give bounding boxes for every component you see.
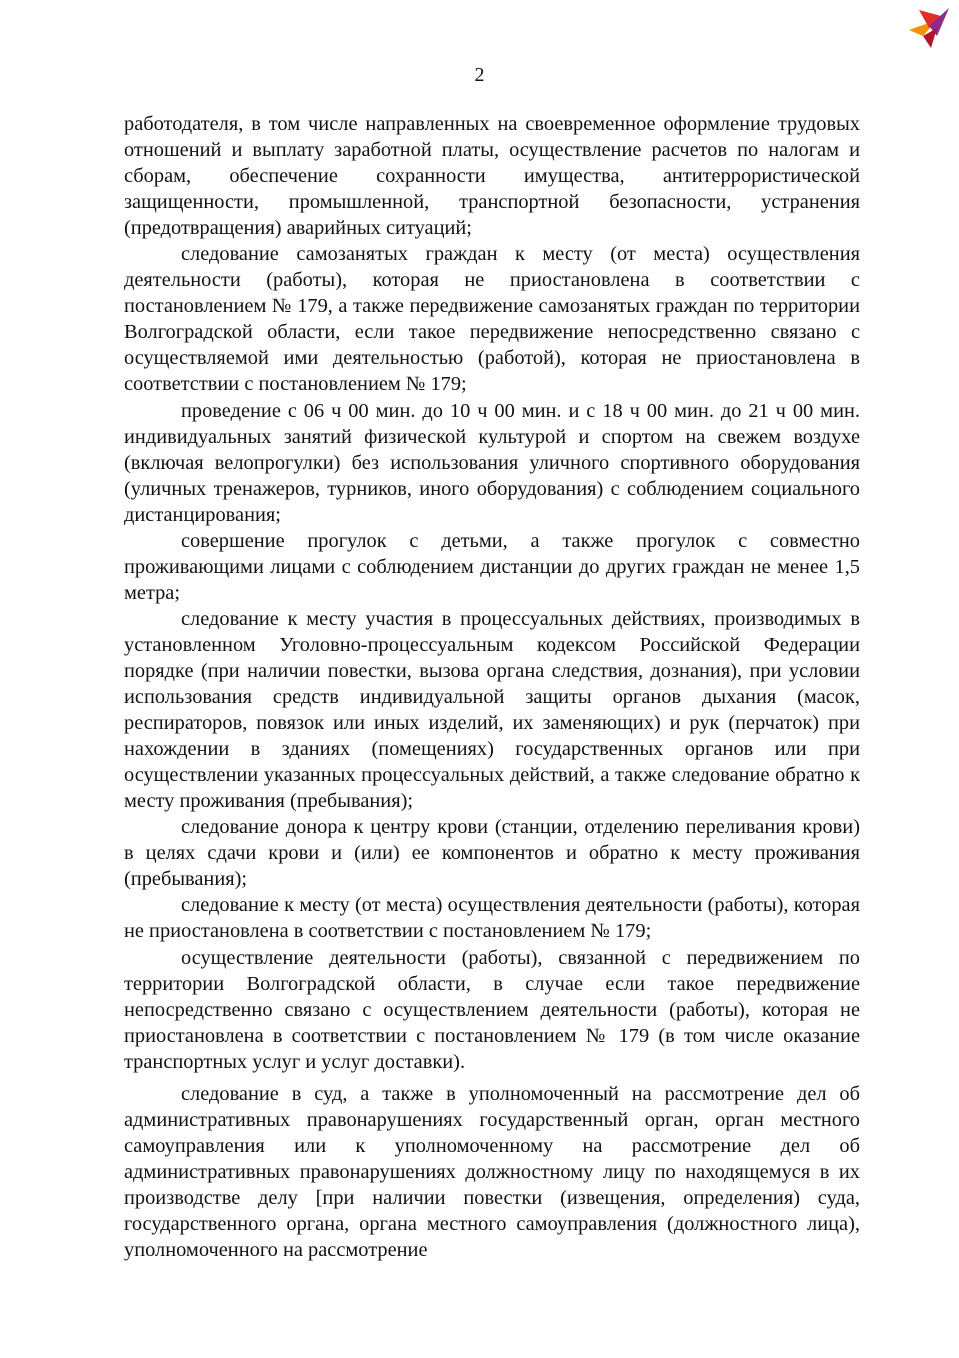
- paragraph: проведение с 06 ч 00 мин. до 10 ч 00 мин. и с 18 ч 00 мин. до 21 ч 00 мин. индивидуальных занятий физической культурой и спортом на свежем воздухе (включая велопрогулки) без использования уличного спортивного оборудования (уличных тренажеров, турников, иного оборудования) с соблюдением социального дистанцирования;: [124, 399, 860, 526]
- page-number: 2: [474, 64, 485, 86]
- paragraph: совершение прогулок с детьми, а также прогулок с совместно проживающими лицами с соблюдением дистанции до других граждан не менее 1,5 метра;: [124, 529, 860, 604]
- paragraph: следование донора к центру крови (станции, отделению переливания крови) в целях сдачи крови и (или) ее компонентов и обратно к месту проживания (пребывания);: [124, 816, 860, 891]
- paragraph: работодателя, в том числе направленных на своевременное оформление трудовых отношений и выплату заработной платы, осуществление расчетов по налогам и сборам, обеспечение сохранности имущества, антитеррористической защищенности, промышленной, транспортной безопасности, устранения (предотвращения) аварийных ситуаций;: [124, 113, 860, 240]
- paragraph: следование к месту (от места) осуществления деятельности (работы), которая не приостановлена в соответствии с постановлением № 179;: [124, 894, 860, 943]
- publisher-bird-logo-icon: [907, 6, 951, 50]
- document-body: [124, 111, 860, 1263]
- paragraph: осуществление деятельности (работы), связанной с передвижением по территории Волгоградской области, в случае если такое передвижение непосредственно связано с осуществлением деятельности (работы), которая не приостановлена в соответствии с постановлением № 179 (в том числе оказание транспортных услуг и услуг доставки).: [124, 946, 860, 1073]
- paragraph: следование в суд, а также в уполномоченный на рассмотрение дел об административных правонарушениях государственный орган, орган местного самоуправления или к уполномоченному на рассмотрение дел об административных правонарушениях должностному лицу по находящемуся в их производстве делу [при наличии повестки (извещения, определения) суда, государственного органа, органа местного самоуправления (должностного лица), уполномоченного на рассмотрение: [124, 1082, 860, 1262]
- paragraph: следование самозанятых граждан к месту (от места) осуществления деятельности (работы), которая не приостановлена в соответствии с постановлением № 179, а также передвижение самозанятых граждан по территории Волгоградской области, если такое передвижение непосредственно связано с осуществляемой ими деятельностью (работой), которая не приостановлена в соответствии с постановлением № 179;: [124, 243, 860, 396]
- paragraph: следование к месту участия в процессуальных действиях, производимых в установленном Уголовно-процессуальным кодексом Российской Федерации порядке (при наличии повестки, вызова органа следствия, дознания), при условии использования средств индивидуальной защиты органов дыхания (масок, респираторов, повязок или иных изделий, их заменяющих) и рук (перчаток) при нахождении в зданиях (помещениях) государственных органов или при осуществлении указанных процессуальных действий, а также следование обратно к месту проживания (пребывания);: [124, 607, 860, 813]
